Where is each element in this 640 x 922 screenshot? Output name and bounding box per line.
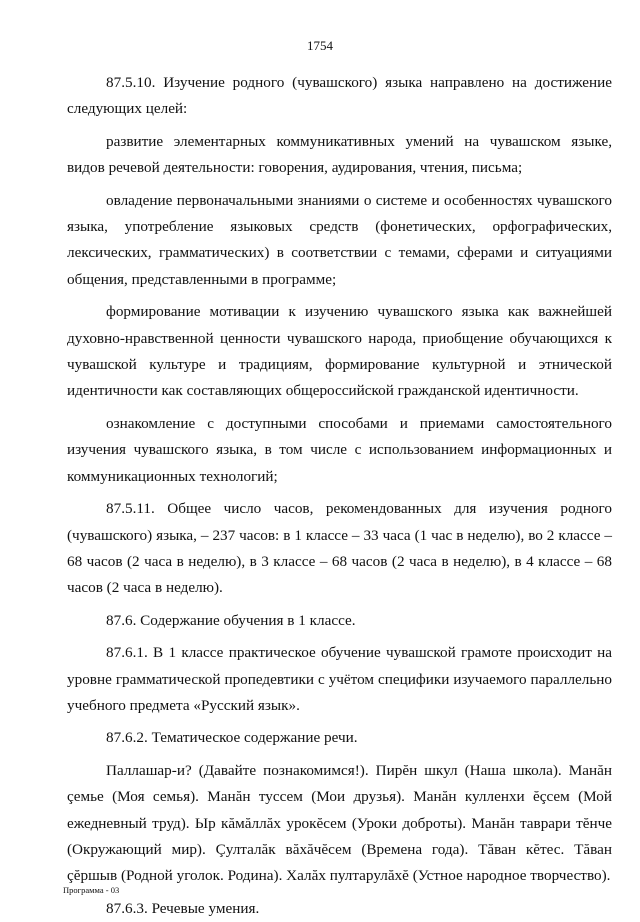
document-body — [67, 70, 612, 922]
paragraph-goal-communication: развитие элементарных коммуникативных умений на чувашском языке, видов речевой деятельности: говорения, аудирования, чтения, письма; — [67, 132, 612, 177]
paragraph-goal-motivation: формирование мотивации к изучению чувашского языка как важнейшей духовно-нравственной ценности чувашского народа, приобщение обучающихся к чувашской культуре и традициям, формирование культурной и этнической идентичности как составляющих общероссийской гражданской идентичности. — [67, 303, 612, 400]
paragraph-87-5-11: 87.5.11. Общее число часов, рекомендованных для изучения родного (чувашского) языка, – 237 часов: в 1 классе – 33 часа (1 час в неделю), во 2 классе – 68 часов (2 часа в неделю), в 3 классе – 68 часов (2 часа в неделю), в 4 классе – 68 часов (2 часа в неделю). — [67, 500, 612, 597]
paragraph-topics: Паллашар-и? (Давайте познакомимся!). Пирĕн шкул (Наша школа). Манăн çемье (Моя семья). Манăн туссем (Мои друзья). Манăн кулленхи ĕçсем (Мой ежедневный труд). Ыр кăмăллăх урокĕсем (Уроки доброты). Манăн таврари тĕнче (Окружающий мир). Çулталăк вăхăчĕсем (Времена года). Тăван кĕтес. Тăван çĕршыв (Родной уголок. Родина). Халăх пултарулăхĕ (Устное народное творчество). — [67, 761, 612, 885]
footer-program-label: Программа - 03 — [63, 885, 120, 895]
heading-87-6: 87.6. Содержание обучения в 1 классе. — [106, 611, 356, 629]
page-number: 1754 — [307, 38, 333, 53]
paragraph-87-6-1: 87.6.1. В 1 классе практическое обучение чувашской грамоте происходит на уровне грамматической пропедевтики с учётом специфики изучаемого параллельно учебного предмета «Русский язык». — [67, 644, 612, 714]
heading-87-6-2: 87.6.2. Тематическое содержание речи. — [106, 729, 358, 747]
paragraph-goal-knowledge: овладение первоначальными знаниями о системе и особенностях чувашского языка, употребление языковых средств (фонетических, орфографических, лексических, грамматических) в соответствии с темами, сферами и ситуациями общения, представленными в программе; — [67, 191, 612, 288]
paragraph-goal-self-study: ознакомление с доступными способами и приемами самостоятельного изучения чувашского языка, в том числе с использованием информационных и коммуникационных технологий; — [67, 414, 612, 485]
paragraph-87-5-10: 87.5.10. Изучение родного (чувашского) языка направлено на достижение следующих целей: — [67, 74, 612, 118]
heading-87-6-3: 87.6.3. Речевые умения. — [106, 899, 260, 917]
